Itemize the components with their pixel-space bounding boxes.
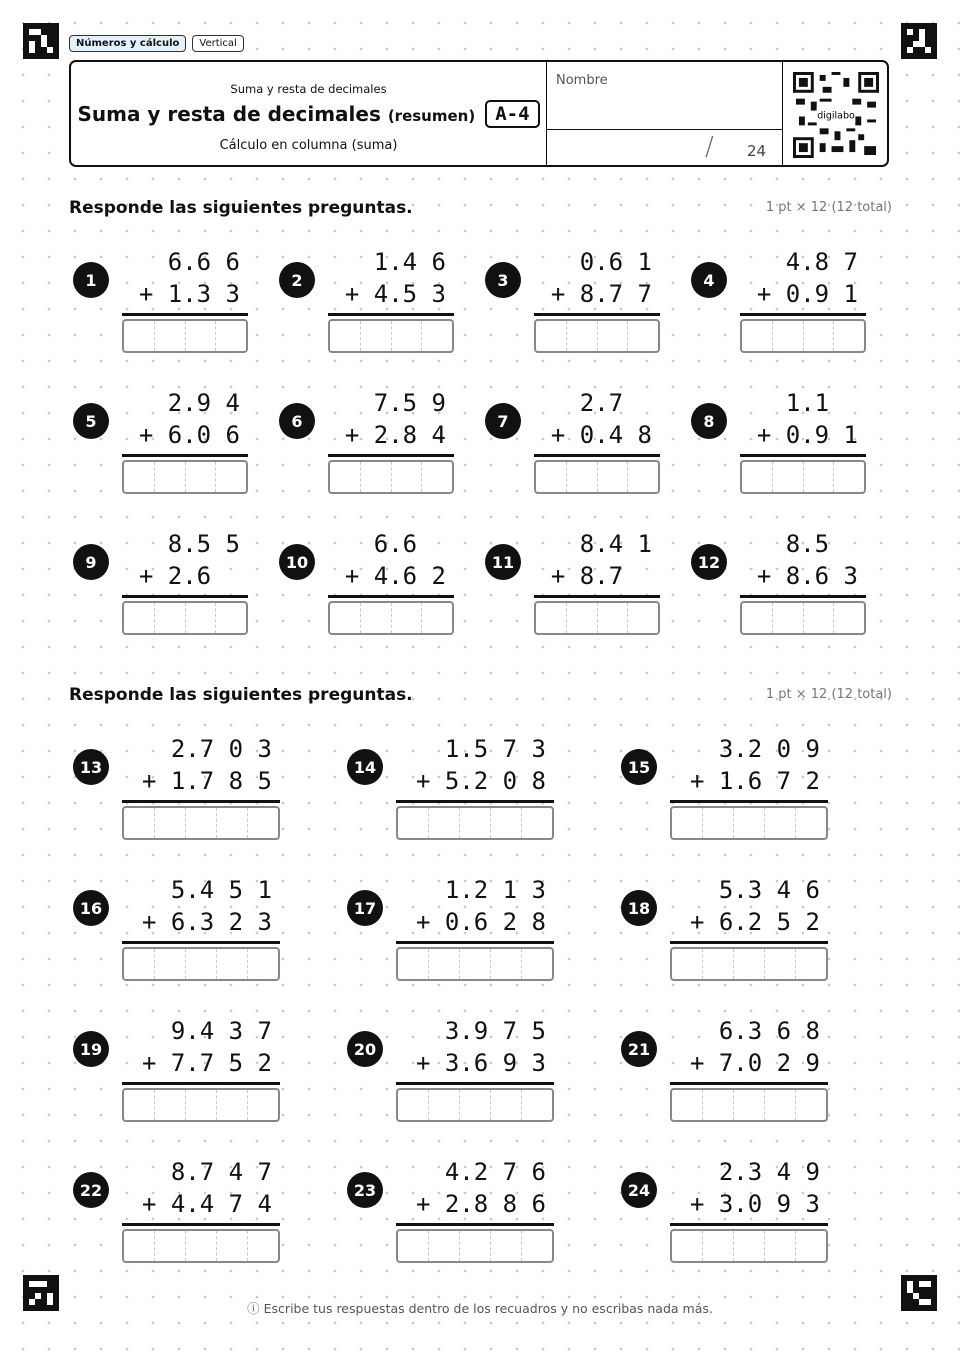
corner-marker-top-left [23,23,59,59]
worksheet-header [69,60,889,167]
addend-bottom: + 2.6 [138,562,240,590]
answer-box[interactable] [670,1229,828,1263]
sum-line [534,595,660,598]
problem-number-badge: 21 [621,1031,657,1067]
addend-top: 2.9 4 [167,389,240,417]
addend-top: 8.5 [785,530,858,558]
sum-line [328,595,454,598]
addend-top: 5.4 5 1 [170,876,272,904]
problem-10 [279,528,479,638]
name-label: Nombre [556,73,608,88]
sum-line [670,941,828,944]
problem-number-badge: 18 [621,890,657,926]
answer-box[interactable] [740,601,866,635]
answer-box[interactable] [122,319,248,353]
problem-17 [347,874,547,984]
addend-top: 5.3 4 6 [718,876,820,904]
addend-bottom: + 1.7 8 5 [141,767,272,795]
answer-box[interactable] [396,806,554,840]
problem-number-badge: 11 [485,544,521,580]
answer-box[interactable] [740,319,866,353]
addend-top: 6.3 6 8 [718,1017,820,1045]
footer-note [0,1299,960,1317]
problem-1 [73,246,273,356]
sum-line [396,800,554,803]
addend-bottom: + 8.7 [550,562,652,590]
addend-top: 1.1 [785,389,858,417]
section-2-points: 1 pt × 12 (12 total) [765,687,892,702]
sum-line [328,313,454,316]
section-1-title: Responde las siguientes preguntas. [69,198,413,218]
info-icon: ⓘ [247,1301,260,1316]
addend-bottom: + 7.0 2 9 [689,1049,820,1077]
answer-box[interactable] [534,319,660,353]
problem-19 [73,1015,273,1125]
problem-number-badge: 12 [691,544,727,580]
score-slash: / [705,132,714,162]
addend-bottom: + 6.2 5 2 [689,908,820,936]
problem-24 [621,1156,821,1266]
addend-top: 1.4 6 [373,248,446,276]
problem-number-badge: 2 [279,262,315,298]
answer-box[interactable] [396,1088,554,1122]
addend-bottom: + 5.2 0 8 [415,767,546,795]
addend-bottom: + 1.3 3 [138,280,240,308]
tag-category[interactable]: Números y cálculo [69,35,186,52]
sum-line [396,941,554,944]
problem-13 [73,733,273,843]
problem-number-badge: 8 [691,403,727,439]
problem-number-badge: 23 [347,1172,383,1208]
addend-bottom: + 0.9 1 [756,280,858,308]
problem-22 [73,1156,273,1266]
problem-number-badge: 24 [621,1172,657,1208]
answer-box[interactable] [740,460,866,494]
category-tags [69,35,244,52]
problem-11 [485,528,685,638]
sum-line [122,800,280,803]
addend-top: 0.6 1 [579,248,652,276]
worksheet-title: Suma y resta de decimales (resumen) [77,102,476,126]
addend-bottom: + 3.6 9 3 [415,1049,546,1077]
problem-number-badge: 20 [347,1031,383,1067]
sum-line [670,800,828,803]
addend-top: 2.3 4 9 [718,1158,820,1186]
problem-number-badge: 7 [485,403,521,439]
sum-line [122,1082,280,1085]
addend-top: 7.5 9 [373,389,446,417]
sum-line [122,313,248,316]
addend-bottom: + 4.5 3 [344,280,446,308]
problem-number-badge: 22 [73,1172,109,1208]
sum-line [740,454,866,457]
sum-line [396,1223,554,1226]
problem-3 [485,246,685,356]
answer-box[interactable] [534,601,660,635]
addend-top: 8.7 4 7 [170,1158,272,1186]
problem-9 [73,528,273,638]
addend-top: 8.4 1 [579,530,652,558]
problem-number-badge: 9 [73,544,109,580]
problem-number-badge: 6 [279,403,315,439]
addend-top: 1.5 7 3 [444,735,546,763]
addend-bottom: + 0.4 8 [550,421,652,449]
addend-top: 6.6 [373,530,446,558]
problem-number-badge: 5 [73,403,109,439]
corner-marker-top-right [901,23,937,59]
qr-label: digilabo [817,110,855,122]
answer-box[interactable] [396,947,554,981]
problem-16 [73,874,273,984]
answer-box[interactable] [670,806,828,840]
section-2-title: Responde las siguientes preguntas. [69,685,413,705]
sum-line [122,595,248,598]
addend-top: 8.5 5 [167,530,240,558]
problem-number-badge: 17 [347,890,383,926]
addend-bottom: + 4.4 7 4 [141,1190,272,1218]
problem-14 [347,733,547,843]
problem-number-badge: 13 [73,749,109,785]
problem-number-badge: 3 [485,262,521,298]
addend-bottom: + 4.6 2 [344,562,446,590]
problem-4 [691,246,891,356]
addend-bottom: + 0.6 2 8 [415,908,546,936]
answer-box[interactable] [122,601,248,635]
problem-2 [279,246,479,356]
sum-line [122,454,248,457]
answer-box[interactable] [328,319,454,353]
addend-bottom: + 6.0 6 [138,421,240,449]
answer-box[interactable] [670,1088,828,1122]
problem-12 [691,528,891,638]
sum-line [740,313,866,316]
addend-bottom: + 0.9 1 [756,421,858,449]
addend-top: 9.4 3 7 [170,1017,272,1045]
addend-top: 4.2 7 6 [444,1158,546,1186]
answer-box[interactable] [328,460,454,494]
addend-bottom: + 2.8 8 6 [415,1190,546,1218]
sum-line [534,313,660,316]
problem-number-badge: 1 [73,262,109,298]
problem-23 [347,1156,547,1266]
answer-box[interactable] [122,460,248,494]
sum-line [122,1223,280,1226]
addend-bottom: + 3.0 9 3 [689,1190,820,1218]
name-and-score-box [546,62,783,165]
title-block [71,62,546,165]
answer-box[interactable] [122,1229,280,1263]
problem-21 [621,1015,821,1125]
addend-bottom: + 6.3 2 3 [141,908,272,936]
problem-18 [621,874,821,984]
sum-line [328,454,454,457]
problem-8 [691,387,891,497]
answer-box[interactable] [534,460,660,494]
answer-box[interactable] [328,601,454,635]
sum-line [396,1082,554,1085]
addend-top: 3.9 7 5 [444,1017,546,1045]
addend-bottom: + 7.7 5 2 [141,1049,272,1077]
problem-6 [279,387,479,497]
tag-format[interactable]: Vertical [192,35,243,52]
answer-box[interactable] [122,947,280,981]
addend-top: 2.7 [579,389,652,417]
qr-code-icon [793,72,879,158]
problem-15 [621,733,821,843]
addend-top: 1.2 1 3 [444,876,546,904]
problem-20 [347,1015,547,1125]
sum-line [740,595,866,598]
answer-box[interactable] [396,1229,554,1263]
worksheet-caption: Cálculo en columna (suma) [219,138,398,153]
sum-line [670,1082,828,1085]
sum-line [122,941,280,944]
problem-number-badge: 10 [279,544,315,580]
answer-box[interactable] [122,1088,280,1122]
problem-5 [73,387,273,497]
worksheet-subtitle: Suma y resta de decimales [230,82,387,96]
problem-number-badge: 19 [73,1031,109,1067]
score-total: 24 [747,142,767,160]
addend-top: 4.8 7 [785,248,858,276]
addend-bottom: + 1.6 7 2 [689,767,820,795]
addend-top: 6.6 6 [167,248,240,276]
addend-top: 3.2 0 9 [718,735,820,763]
footer-text: Escribe tus respuestas dentro de los recuadros y no escribas nada más. [263,1301,713,1316]
sum-line [534,454,660,457]
problem-7 [485,387,685,497]
problem-number-badge: 15 [621,749,657,785]
answer-box[interactable] [670,947,828,981]
answer-box[interactable] [122,806,280,840]
problem-number-badge: 14 [347,749,383,785]
problem-number-badge: 16 [73,890,109,926]
addend-bottom: + 8.6 3 [756,562,858,590]
addend-top: 2.7 0 3 [170,735,272,763]
section-1-points: 1 pt × 12 (12 total) [765,200,892,215]
problem-number-badge: 4 [691,262,727,298]
worksheet-code: A-4 [485,100,539,128]
addend-bottom: + 8.7 7 [550,280,652,308]
sum-line [670,1223,828,1226]
worksheet-title-suffix: (resumen) [387,107,476,125]
addend-bottom: + 2.8 4 [344,421,446,449]
